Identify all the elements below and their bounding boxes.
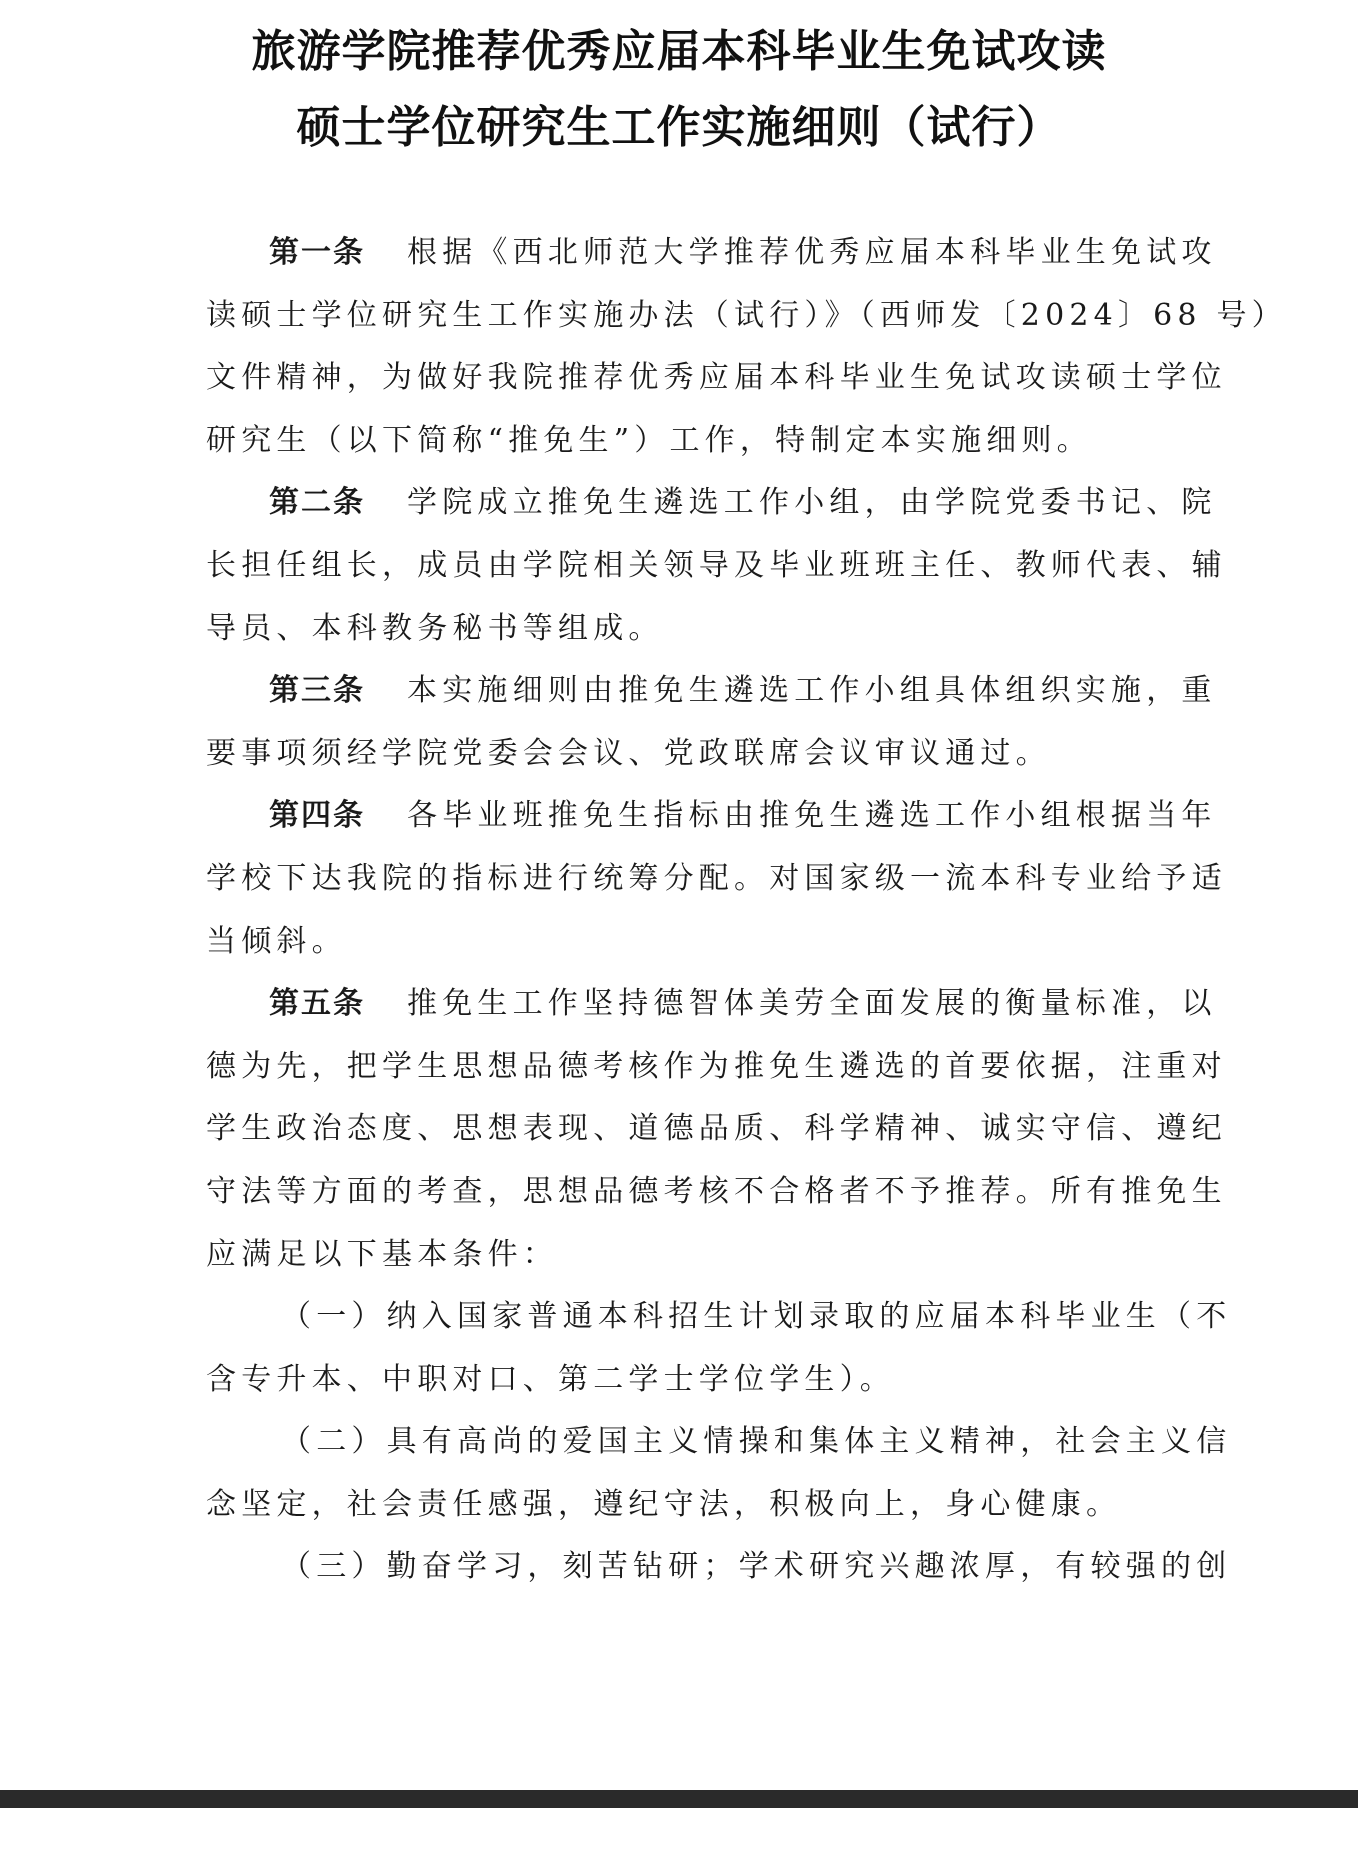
condition-item-3 xyxy=(206,1536,1232,1599)
article-text-line: 德为先，把学生思想品德考核作为推免生遴选的首要依据，注重对 xyxy=(206,1048,1227,1084)
article-text-line: 导员、本科教务秘书等组成。 xyxy=(206,610,664,646)
article-4 xyxy=(206,785,1227,973)
page-bottom-margin xyxy=(0,1808,1358,1852)
document-title-line-2: 硕士学位研究生工作实施细则（试行） xyxy=(296,102,1062,153)
page-bottom-bar xyxy=(0,1790,1358,1808)
article-text-line: 应满足以下基本条件： xyxy=(206,1236,558,1272)
article-text-line: 当倾斜。 xyxy=(206,923,347,959)
article-heading: 第五条 xyxy=(269,986,365,1022)
article-text-line: 本实施细则由推免生遴选工作小组具体组织实施，重 xyxy=(407,673,1217,709)
article-5 xyxy=(206,973,1227,1286)
condition-text-line: （三）勤奋学习，刻苦钻研；学术研究兴趣浓厚，有较强的创 xyxy=(281,1549,1232,1585)
article-text-line: 学生政治态度、思想表现、道德品质、科学精神、诚实守信、遵纪 xyxy=(206,1111,1227,1147)
article-text-line: 研究生（以下简称“推免生”）工作，特制定本实施细则。 xyxy=(206,422,1092,458)
article-text-line: 守法等方面的考查，思想品德考核不合格者不予推荐。所有推免生 xyxy=(206,1173,1227,1209)
article-text-line: 各毕业班推免生指标由推免生遴选工作小组根据当年 xyxy=(407,798,1217,834)
article-text-line: 文件精神，为做好我院推荐优秀应届本科毕业生免试攻读硕士学位 xyxy=(206,360,1227,396)
condition-text-line: （二）具有高尚的爱国主义情操和集体主义精神，社会主义信 xyxy=(281,1424,1232,1460)
article-3 xyxy=(206,660,1217,785)
article-heading: 第二条 xyxy=(269,485,365,521)
condition-text-line: 念坚定，社会责任感强，遵纪守法，积极向上，身心健康。 xyxy=(206,1486,1122,1522)
document-title-line-1: 旅游学院推荐优秀应届本科毕业生免试攻读 xyxy=(251,26,1107,77)
article-text-line: 推免生工作坚持德智体美劳全面发展的衡量标准，以 xyxy=(407,986,1217,1022)
condition-item-1 xyxy=(206,1286,1232,1411)
condition-item-2 xyxy=(206,1411,1232,1536)
condition-text-line: （一）纳入国家普通本科招生计划录取的应届本科毕业生（不 xyxy=(281,1299,1232,1335)
article-heading: 第三条 xyxy=(269,673,365,709)
article-1 xyxy=(206,222,1287,472)
article-2 xyxy=(206,472,1227,660)
article-text-line: 要事项须经学院党委会会议、党政联席会议审议通过。 xyxy=(206,735,1051,771)
article-text-line: 读硕士学位研究生工作实施办法（试行）》（西师发〔2024〕68 号） xyxy=(206,297,1287,333)
article-text-line: 根据《西北师范大学推荐优秀应届本科毕业生免试攻 xyxy=(407,235,1217,270)
article-heading: 第四条 xyxy=(269,798,365,834)
article-heading: 第一条 xyxy=(269,235,365,270)
condition-text-line: 含专升本、中职对口、第二学士学位学生）。 xyxy=(206,1361,895,1397)
document-body xyxy=(206,222,1287,1599)
article-text-line: 长担任组长，成员由学院相关领导及毕业班班主任、教师代表、辅 xyxy=(206,547,1227,583)
article-text-line: 学校下达我院的指标进行统筹分配。对国家级一流本科专业给予适 xyxy=(206,860,1227,896)
article-text-line: 学院成立推免生遴选工作小组，由学院党委书记、院 xyxy=(407,485,1217,521)
